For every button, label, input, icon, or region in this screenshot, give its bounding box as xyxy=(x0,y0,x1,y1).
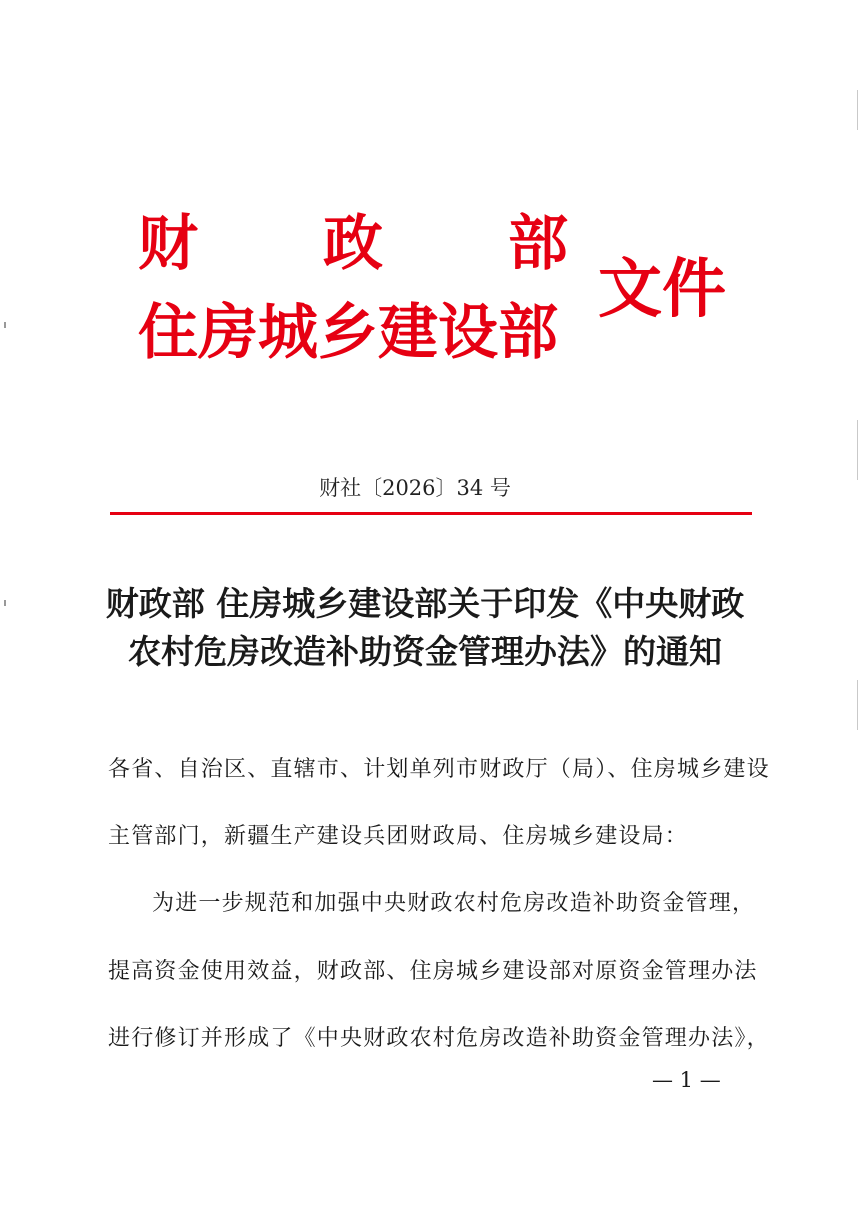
addressee-line-1: 各省、自治区、直辖市、计划单列市财政厅（局）、住房城乡建设 xyxy=(108,757,770,782)
issuing-org-line-2: 住房城乡建设部 xyxy=(138,298,558,368)
scan-margin-tick xyxy=(4,322,6,328)
addressee-line-2: 主管部门，新疆生产建设兵团财政局、住房城乡建设局： xyxy=(108,824,689,849)
title-line-2: 农村危房改造补助资金管理办法》的通知 xyxy=(128,632,722,671)
scan-edge-mark xyxy=(857,680,858,730)
red-separator-line xyxy=(110,512,752,515)
issuing-org-line-1 xyxy=(138,196,568,282)
title-line-1: 财政部 住房城乡建设部关于印发《中央财政 xyxy=(105,584,745,623)
scan-edge-mark xyxy=(857,420,858,480)
body-paragraph-line-1: 为进一步规范和加强中央财政农村危房改造补助资金管理， xyxy=(152,891,756,916)
scan-edge-mark xyxy=(857,90,858,130)
document-title xyxy=(0,580,860,676)
document-number-text: 财社〔2026〕34 号 xyxy=(319,476,511,500)
document-number xyxy=(0,472,860,502)
org-char: 部 xyxy=(508,209,568,279)
document-label: 文件 xyxy=(598,252,726,327)
body-paragraph-line-2: 提高资金使用效益，财政部、住房城乡建设部对原资金管理办法 xyxy=(108,959,758,984)
page-number: — 1 — xyxy=(652,1068,721,1092)
org-char: 财 xyxy=(138,209,198,279)
body-paragraph-line-3: 进行修订并形成了《中央财政农村危房改造补助资金管理办法》， xyxy=(108,1026,770,1051)
org-char: 政 xyxy=(323,209,383,279)
